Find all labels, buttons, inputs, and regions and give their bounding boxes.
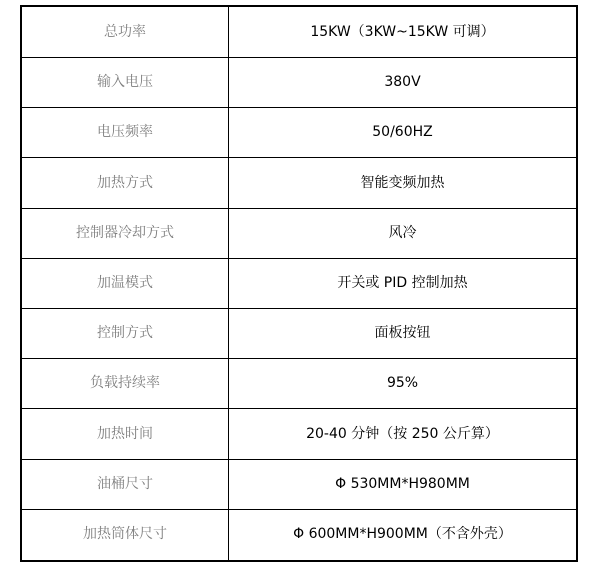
spec-label-heating-method: 加热方式 xyxy=(21,158,229,208)
spec-value-drum-size: Φ 530MM*H980MM xyxy=(229,459,578,509)
spec-label-heating-cylinder-size: 加热筒体尺寸 xyxy=(21,509,229,561)
spec-value-heating-time: 20-40 分钟（按 250 公斤算） xyxy=(229,409,578,459)
table-row xyxy=(21,208,577,258)
spec-table xyxy=(20,5,578,562)
spec-label-input-voltage: 输入电压 xyxy=(21,58,229,108)
table-row xyxy=(21,108,577,158)
spec-value-heating-mode: 开关或 PID 控制加热 xyxy=(229,258,578,308)
spec-label-load-duty-cycle: 负载持续率 xyxy=(21,359,229,409)
spec-value-input-voltage: 380V xyxy=(229,58,578,108)
table-row xyxy=(21,58,577,108)
spec-label-drum-size: 油桶尺寸 xyxy=(21,459,229,509)
spec-value-voltage-frequency: 50/60HZ xyxy=(229,108,578,158)
table-row xyxy=(21,158,577,208)
spec-value-load-duty-cycle: 95% xyxy=(229,359,578,409)
table-row xyxy=(21,459,577,509)
table-row xyxy=(21,6,577,58)
spec-label-voltage-frequency: 电压频率 xyxy=(21,108,229,158)
spec-value-total-power: 15KW（3KW~15KW 可调） xyxy=(229,6,578,58)
spec-value-control-method: 面板按钮 xyxy=(229,309,578,359)
table-row xyxy=(21,309,577,359)
spec-label-controller-cooling: 控制器冷却方式 xyxy=(21,208,229,258)
table-row xyxy=(21,409,577,459)
spec-label-total-power: 总功率 xyxy=(21,6,229,58)
table-row xyxy=(21,359,577,409)
spec-label-control-method: 控制方式 xyxy=(21,309,229,359)
spec-label-heating-mode: 加温模式 xyxy=(21,258,229,308)
spec-label-heating-time: 加热时间 xyxy=(21,409,229,459)
spec-value-controller-cooling: 风冷 xyxy=(229,208,578,258)
table-row xyxy=(21,509,577,561)
spec-value-heating-method: 智能变频加热 xyxy=(229,158,578,208)
table-row xyxy=(21,258,577,308)
spec-value-heating-cylinder-size: Φ 600MM*H900MM（不含外壳） xyxy=(229,509,578,561)
